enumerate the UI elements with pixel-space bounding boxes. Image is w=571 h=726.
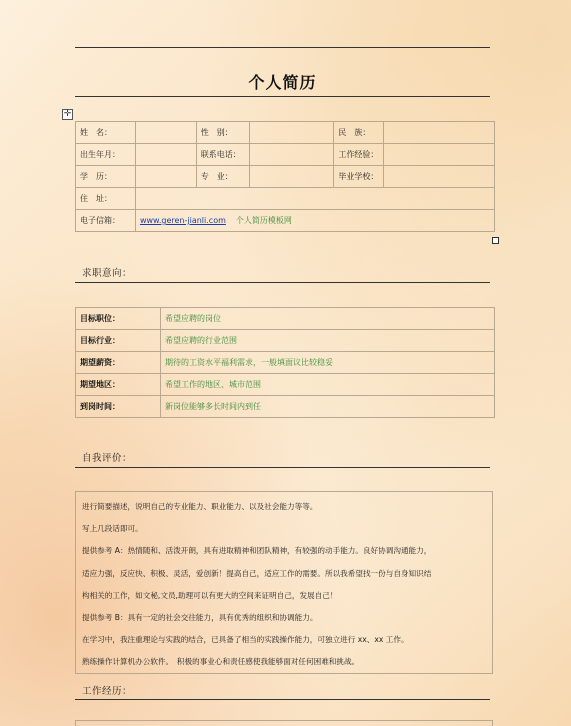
intent-value[interactable]: 希望应聘的行业范围 xyxy=(161,330,495,352)
experience-label: 工作经验： xyxy=(334,144,384,166)
self-eval-line: 进行简要描述，说明自己的专业能力、职业能力、以及社会能力等等。 xyxy=(82,502,318,511)
experience-rule xyxy=(75,699,490,700)
table-row xyxy=(76,352,495,374)
gender-cell[interactable] xyxy=(249,122,334,144)
experience-cell[interactable] xyxy=(384,144,495,166)
table-row xyxy=(76,374,495,396)
intent-rule xyxy=(75,282,490,283)
email-label: 电子信箱： xyxy=(76,210,136,232)
self-eval-rule xyxy=(75,467,490,468)
table-move-handle-icon[interactable]: ✛ xyxy=(63,109,72,119)
table-row xyxy=(76,330,495,352)
school-label: 毕业学校： xyxy=(334,166,384,188)
intent-key: 目标职位： xyxy=(76,308,161,330)
self-eval-line: 提供参考 A：热情随和、活泼开朗，具有进取精神和团队精神，有较强的动手能力。良好协调沟通能力， xyxy=(82,546,432,556)
phone-label: 联系电话： xyxy=(196,144,249,166)
education-label: 学 历： xyxy=(76,166,136,188)
table-row xyxy=(76,144,495,166)
section-title-self-eval: 自我评价： xyxy=(82,453,133,464)
ethnicity-cell[interactable] xyxy=(384,122,495,144)
email-note: 个人简历模板网 xyxy=(235,216,292,225)
self-eval-box[interactable] xyxy=(75,491,493,674)
name-label: 姓 名： xyxy=(76,122,136,144)
self-eval-line: 写上几段话即可。 xyxy=(82,524,143,534)
education-cell[interactable] xyxy=(135,166,196,188)
school-cell[interactable] xyxy=(384,166,495,188)
job-intent-table xyxy=(75,307,495,418)
major-cell[interactable] xyxy=(249,166,334,188)
intent-value[interactable]: 新岗位能够多长时间内到任 xyxy=(161,396,495,418)
table-row xyxy=(76,122,495,144)
ethnicity-label: 民 族： xyxy=(334,122,384,144)
section-title-experience: 工作经历： xyxy=(82,686,133,697)
intent-key: 期望地区： xyxy=(76,374,161,396)
intent-value[interactable]: 期待的工资水平福利需求，一般填面议比较稳妥 xyxy=(161,352,495,374)
table-row xyxy=(76,188,495,210)
table-row xyxy=(76,308,495,330)
birth-cell[interactable] xyxy=(135,144,196,166)
self-eval-line: 构相关的工作，如文秘,文员,助理可以有更大的空间来证明自己，发展自己！ xyxy=(82,590,338,600)
table-row xyxy=(76,166,495,188)
intent-key: 期望薪资： xyxy=(76,352,161,374)
intent-key: 目标行业： xyxy=(76,330,161,352)
address-label: 住 址： xyxy=(76,188,136,210)
intent-key: 到岗时间： xyxy=(76,396,161,418)
self-eval-line: 在学习中，我注重理论与实践的结合，已具备了相当的实践操作能力，可独立进行 xx、xx 工作。 xyxy=(82,635,409,645)
major-label: 专 业： xyxy=(196,166,249,188)
name-cell[interactable] xyxy=(135,122,196,144)
top-rule xyxy=(75,47,490,48)
experience-table-top xyxy=(75,720,493,726)
section-title-intent: 求职意向： xyxy=(82,268,133,279)
address-cell[interactable] xyxy=(135,188,494,210)
gender-label: 性 别： xyxy=(196,122,249,144)
phone-cell[interactable] xyxy=(249,144,334,166)
table-row xyxy=(76,396,495,418)
intent-value[interactable]: 希望应聘的岗位 xyxy=(161,308,495,330)
page-title: 个人简历 xyxy=(248,73,317,92)
table-resize-handle-icon[interactable] xyxy=(492,237,499,244)
table-row xyxy=(76,210,495,232)
birth-label: 出生年月： xyxy=(76,144,136,166)
self-eval-line: 提供参考 B：具有一定的社会交往能力，具有优秀的组织和协调能力。 xyxy=(82,613,318,623)
email-link[interactable]: www.geren-jianli.com xyxy=(139,216,226,225)
basic-info-table xyxy=(75,121,495,232)
title-rule xyxy=(75,96,490,97)
intent-value[interactable]: 希望工作的地区、城市范围 xyxy=(161,374,495,396)
self-eval-line: 熟练操作计算机办公软件。 积极的事业心和责任感使我能够面对任何困难和挑战。 xyxy=(82,657,360,667)
self-eval-line: 适应力强，反应快、积极、灵活，爱创新！提高自己，适应工作的需要。所以我希望找一份与自身知识结 xyxy=(82,568,432,578)
email-cell[interactable] xyxy=(135,210,494,232)
